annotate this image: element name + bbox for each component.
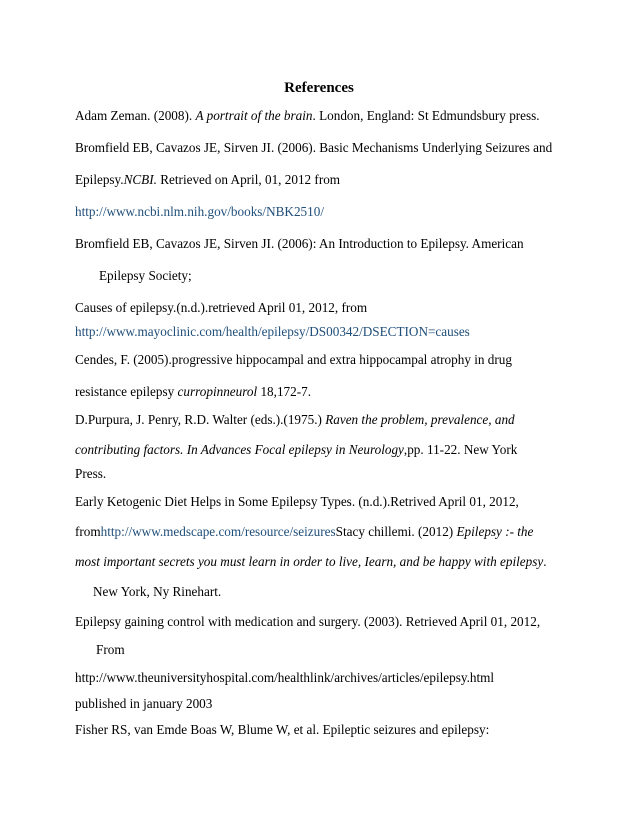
ref-text: 18,172-7. [257,384,312,399]
ref-italic: Epilepsy :- the [456,524,534,539]
ref-italic: contributing factors. In Advances Focal epilepsy in Neurology [75,442,404,457]
ref-text: D.Purpura, J. Penry, R.D. Walter (eds.).(1975.) [75,412,326,427]
reference-link-mayoclinic[interactable]: http://www.mayoclinic.com/health/epilepsy/DS00342/DSECTION=causes [75,324,470,339]
reference-line-2 [75,140,552,156]
ref-italic: most important secrets you must learn in order to live, Iearn, and be happy with epilepsy [75,554,544,569]
reference-line-1 [75,108,540,124]
reference-line-18 [75,614,540,630]
ref-text: Press. [75,466,107,481]
ref-text: Causes of epilepsy.(n.d.).retrieved April 01, 2012, from [75,300,368,315]
reference-line-13 [75,466,106,482]
reference-line-16 [75,554,547,570]
ref-text: Epilepsy gaining control with medication and surgery. (2003). Retrieved April 01, 2012, [75,614,541,629]
reference-link-ncbi[interactable]: http://www.ncbi.nlm.nih.gov/books/NBK2510/ [75,204,324,219]
reference-line-15 [75,524,533,540]
reference-line-10 [75,384,311,400]
ref-text: From [96,642,125,657]
ref-text: . London, England: St Edmundsbury press. [312,108,540,123]
reference-line-6 [99,268,192,284]
ref-text: Adam Zeman. (2008). [75,108,196,123]
ref-text: Fisher RS, van Emde Boas W, Blume W, et al. Epileptic seizures and epilepsy: [75,722,490,737]
ref-text: Stacy chillemi. (2012) [335,524,457,539]
ref-text: . [543,554,547,569]
ref-text: ,pp. 11-22. New York [403,442,518,457]
ref-italic: Raven the problem, prevalence, and [325,412,515,427]
reference-line-5 [75,236,524,252]
reference-line-7 [75,300,367,316]
reference-line-14 [75,494,519,510]
reference-line-19 [96,642,125,658]
ref-text: Early Ketogenic Diet Helps in Some Epilepsy Types. (n.d.).Retrived April 01, 2012, [75,494,519,509]
reference-line-20 [75,670,494,686]
ref-text: resistance epilepsy [75,384,178,399]
reference-line-22 [75,722,489,738]
ref-text: Epilepsy Society; [99,268,192,283]
reference-line-21 [75,696,212,712]
reference-line-3 [75,172,340,188]
reference-line-12 [75,442,517,458]
ref-text: published in january 2003 [75,696,213,711]
ref-text: from [75,524,101,539]
reference-line-11 [75,412,515,428]
ref-text: New York, Ny Rinehart. [93,584,222,599]
ref-text: Bromfield EB, Cavazos JE, Sirven JI. (2006): An Introduction to Epilepsy. American [75,236,524,251]
reference-link-medscape[interactable]: http://www.medscape.com/resource/seizures [100,524,336,539]
reference-line-9 [75,352,512,368]
reference-line-17 [93,584,221,600]
ref-text: Bromfield EB, Cavazos JE, Sirven JI. (2006). Basic Mechanisms Underlying Seizures and [75,140,553,155]
ref-text: Epilepsy. [75,172,124,187]
page-title: References [284,80,354,96]
ref-italic: A portrait of the brain [195,108,313,123]
ref-italic: NCBI. [123,172,157,187]
ref-text: Cendes, F. (2005).progressive hippocampal and extra hippocampal atrophy in drug [75,352,512,367]
reference-link-universityhospital[interactable]: http://www.theuniversityhospital.com/healthlink/archives/articles/epilepsy.html [75,670,495,685]
ref-italic: curropinneurol [177,384,258,399]
ref-text: Retrieved on April, 01, 2012 from [156,172,341,187]
